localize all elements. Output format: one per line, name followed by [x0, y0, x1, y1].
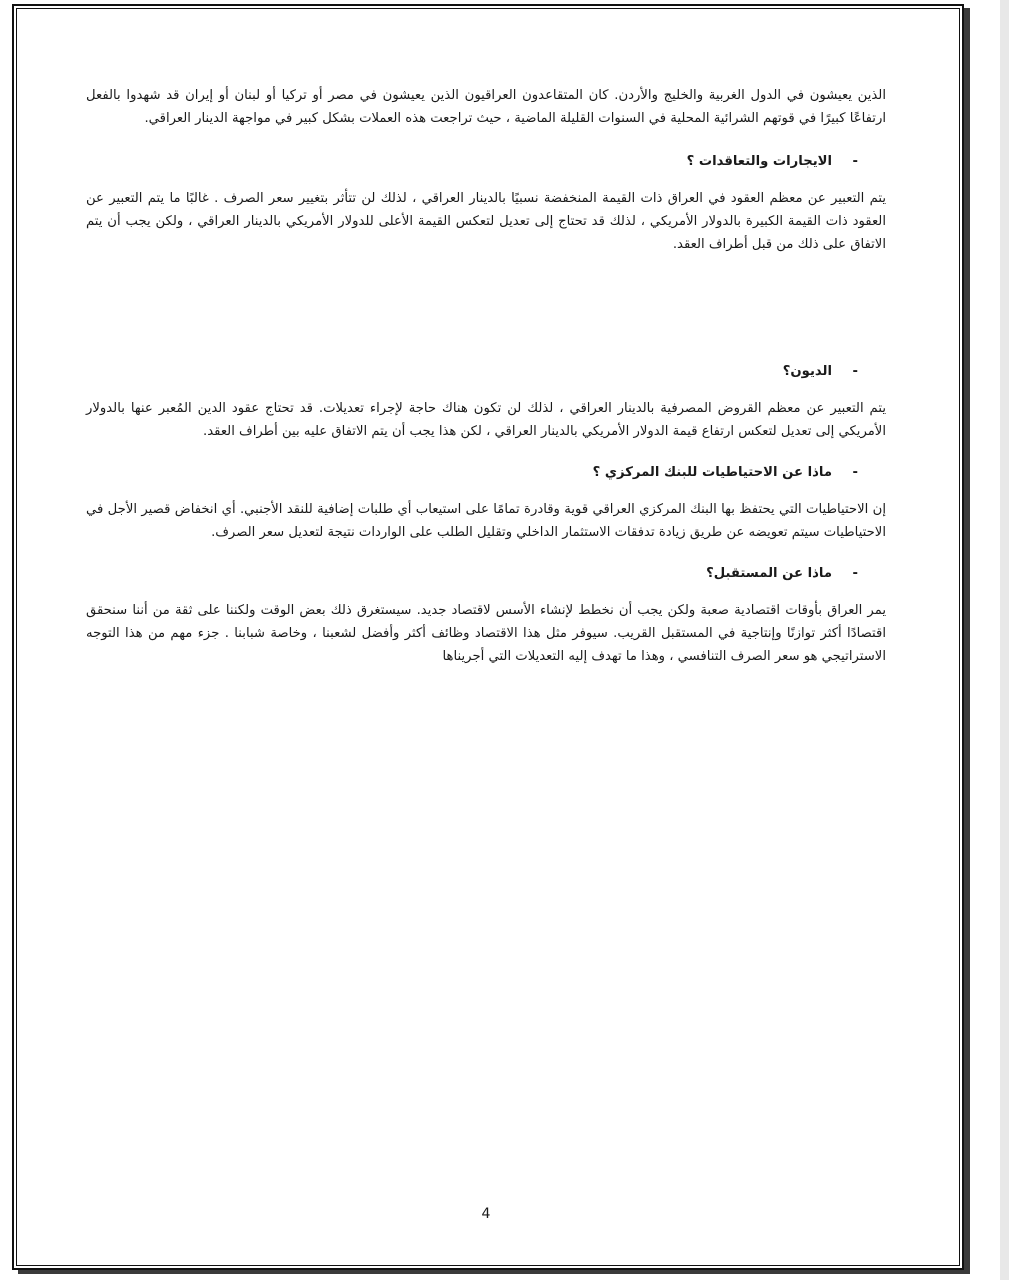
paragraph-contracts: يتم التعبير عن معظم العقود في العراق ذات القيمة المنخفضة نسبيًا بالدينار العراقي ، لذلك لن تتأثر بتغيير سعر الصرف . غالبًا ما يتم التعبير عن العقود ذات القيمة الكبيرة بالدولار الأمريكي ، لذلك قد تحتاج إلى تعديل لتعكس القيمة الأعلى للدولار الأمريكي بالدينار العراقي ، ولكن يجب أن يتم الاتفاق على ذلك من قبل أطراف العقد. [86, 191, 886, 252]
document-body [86, 84, 886, 668]
paragraph-future: يمر العراق بأوقات اقتصادية صعبة ولكن يجب أن نخطط لإنشاء الأسس لاقتصاد جديد. سيستغرق ذلك بعض الوقت ولكننا على ثقة من أننا سنحقق اقتصادًا أكثر توازنًا وإنتاجية في المستقبل القريب. سيوفر مثل هذا الاقتصاد وظائف أكثر وأفضل لشعبنا ، وخاصة شبابنا . جزء مهم من هذا التوجه الاستراتيجي هو سعر الصرف التنافسي ، وهذا ما تهدف إليه التعديلات التي أجريناها [86, 603, 886, 664]
heading-central-bank-reserves [86, 461, 886, 484]
bullet-dash: - [852, 154, 858, 169]
paragraph-reserves: إن الاحتياطيات التي يحتفظ بها البنك المركزي العراقي قوية وقادرة تمامًا على استيعاب أي طلبات إضافية للنقد الأجنبي. أي انخفاض قصير الأجل في الاحتياطيات سيتم تعويضه عن طريق زيادة تدفقات الاستثمار الداخلي وتقليل الطلب على الواردات نتيجة لتعديل سعر الصرف. [86, 502, 886, 540]
page-shadow-bottom [18, 1270, 970, 1274]
heading-text: الديون؟ [782, 364, 832, 379]
bullet-dash: - [852, 566, 858, 581]
heading-debts [86, 360, 886, 383]
page-number: 4 [481, 1206, 491, 1222]
heading-text: الايجارات والتعاقدات ؟ [686, 154, 832, 169]
bullet-dash: - [852, 465, 858, 480]
heading-rents-contracts [86, 150, 886, 173]
scan-edge [1000, 0, 1009, 1280]
paragraph-retirees: الذين يعيشون في الدول الغربية والخليج والأردن. كان المتقاعدون العراقيون الذين يعيشون في مصر أو تركيا أو لبنان أو إيران قد شهدوا بالفعل ارتفاعًا كبيرًا في قوتهم الشرائية المحلية في السنوات القليلة الماضية ، حيث تراجعت هذه العملات بشكل كبير في مواجهة الدينار العراقي. [86, 88, 886, 126]
paragraph-debts: يتم التعبير عن معظم القروض المصرفية بالدينار العراقي ، لذلك لن تكون هناك حاجة لإجراء تعديلات. قد تحتاج عقود الدين المُعبر عنها بالدولار الأمريكي إلى تعديل لتعكس ارتفاع قيمة الدولار الأمريكي بالدينار العراقي ، لكن هذا يجب أن يتم الاتفاق عليه بين أطراف العقد. [86, 401, 886, 439]
heading-text: ماذا عن المستقبل؟ [706, 566, 832, 581]
heading-future [86, 562, 886, 585]
bullet-dash: - [852, 364, 858, 379]
heading-text: ماذا عن الاحتياطيات للبنك المركزي ؟ [592, 465, 832, 480]
page-shadow-right [964, 8, 970, 1270]
